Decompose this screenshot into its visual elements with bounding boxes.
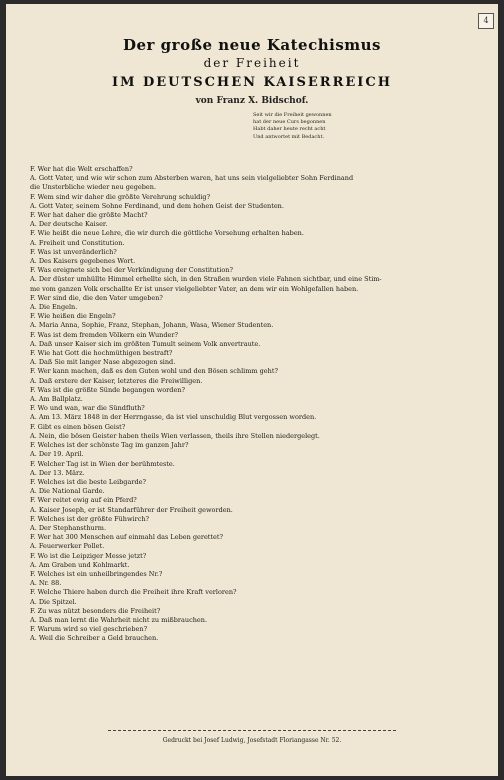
- catechism-line: F. Wem sind wir daher die größte Verehrung schuldig?: [30, 192, 211, 201]
- author-line: von Franz X. Bidschof.: [195, 96, 309, 106]
- catechism-line: A. Gott Vater, und wie wir schon zum Absterben waren, hat uns sein vielgeliebter Sohn Ferdinand: [30, 174, 354, 183]
- epigraph-line: Seit wir die Freiheit gewonnen: [253, 112, 332, 118]
- catechism-line: F. Welches ist die beste Leibgarde?: [30, 477, 146, 486]
- catechism-line: A. Weil die Schreiber a Geld brauchen.: [30, 634, 159, 643]
- catechism-line: A. Nr. 88.: [30, 579, 62, 588]
- catechism-line: F. Welches ist ein unheilbringendes Nr.?: [30, 569, 163, 578]
- catechism-line: F. Was ist die größte Sünde begangen worden?: [30, 385, 185, 394]
- catechism-line: F. Wo ist die Leipziger Messe jetzt?: [30, 551, 147, 560]
- catechism-line: F. Wer sind die, die den Vater umgeben?: [30, 293, 163, 302]
- epigraph: [253, 112, 332, 141]
- catechism-line: A. Der Stephansthurm.: [30, 523, 107, 532]
- catechism-line: A. Daß man lernt die Wahrheit nicht zu mißbrauchen.: [30, 615, 208, 624]
- footer-divider: [108, 730, 396, 731]
- catechism-line: A. Kaiser Joseph, er ist Standarführer der Freiheit geworden.: [30, 505, 233, 514]
- catechism-line: A. Daß erstere der Kaiser, letzteres die Freiwilligen.: [30, 376, 203, 385]
- catechism-line: A. Nein, die bösen Geister haben theils Wien verlassen, theils ihre Stellen niedergelegt.: [30, 431, 320, 440]
- catechism-line: F. Wer kann machen, daß es den Guten wohl und den Bösen schlimm geht?: [30, 367, 278, 376]
- catechism-line: F. Wo und wan, war die Sündfluth?: [30, 404, 145, 413]
- catechism-line: A. Am 13. März 1848 in der Herrngasse, da ist viel unschuldig Blut vergossen worden.: [30, 413, 317, 422]
- catechism-line: A. Gott Vater, seinem Sohne Ferdinand, und dem hohen Geist der Studenten.: [30, 201, 284, 210]
- catechism-line: A. Am Ballplatz.: [30, 395, 83, 404]
- catechism-line: F. Warum wird so viel geschrieben?: [30, 625, 148, 634]
- catechism-line: A. Maria Anna, Sophie, Franz, Stephan, Johann, Wasa, Wiener Studenten.: [30, 321, 274, 330]
- epigraph-line: hat der neue Curs begonnen: [253, 119, 326, 126]
- catechism-line: A. Freiheit und Constitution.: [30, 238, 125, 247]
- archive-stamp: 4: [478, 13, 494, 29]
- catechism-line: A. Der deutsche Kaiser.: [30, 220, 108, 229]
- catechism-line: die Unsterbliche wieder neu gegeben.: [30, 183, 157, 192]
- catechism-line: A. Der 13. März.: [30, 468, 85, 477]
- catechism-line: F. Was ereignete sich bei der Verkündigung der Constitution?: [30, 266, 233, 275]
- catechism-text: [30, 165, 492, 644]
- catechism-line: F. Zu was nützt besonders die Freiheit?: [30, 606, 161, 615]
- catechism-line: F. Wer hat die Welt erschaffen?: [30, 165, 133, 173]
- epigraph-line: Habt daher heute recht acht: [253, 126, 326, 133]
- catechism-line: F. Wie heißt die neue Lehre, die wir durch die göttliche Vorsehung erhalten haben.: [30, 229, 304, 238]
- catechism-line: me vom ganzen Volk erschallte Er ist unser vielgeliebter Vater, an dem wir ein Wohlgefallen haben.: [30, 284, 359, 293]
- catechism-line: A. Die Spitzel.: [30, 597, 77, 606]
- catechism-line: F. Wie hat Gott die hochmüthigen bestraft?: [30, 349, 173, 358]
- title-line-1: Der große neue Katechismus: [123, 36, 381, 54]
- catechism-line: A. Des Kaisers gegebenes Wort.: [30, 257, 136, 266]
- catechism-line: A. Der 19. April.: [30, 450, 84, 459]
- epigraph-line: Und antwortet mit Bedacht.: [253, 133, 325, 140]
- catechism-line: F. Was ist unveränderlich?: [30, 247, 117, 256]
- catechism-line: F. Wer reitet ewig auf ein Pferd?: [30, 496, 137, 505]
- catechism-line: A. Die Engeln.: [30, 303, 78, 312]
- title-line-3: IM DEUTSCHEN KAISERREICH: [112, 75, 392, 90]
- catechism-line: F. Welche Thiere haben durch die Freiheit ihre Kraft verloren?: [30, 588, 237, 597]
- catechism-line: F. Welches ist der schönste Tag im ganzen Jahr?: [30, 441, 189, 450]
- catechism-line: A. Am Graben und Kohlmarkt.: [30, 560, 130, 569]
- catechism-line: F. Was ist dem fremden Völkern ein Wunder?: [30, 330, 178, 339]
- catechism-line: A. Der düster umhüllte Himmel erhellte sich, in den Straßen wurden viele Fahnen sichtbar, und eine Stim-: [30, 275, 382, 284]
- catechism-line: F. Wer hat 300 Menschen auf einmahl das Leben gerettet?: [30, 533, 223, 542]
- catechism-line: F. Welcher Tag ist in Wien der berühmteste.: [30, 459, 175, 468]
- catechism-line: F. Wie heißen die Engeln?: [30, 312, 116, 321]
- catechism-line: A. Daß Sie mit langer Nase abgezogen sind.: [30, 358, 176, 367]
- catechism-line: F. Welches ist der größte Fühwirch?: [30, 514, 150, 523]
- catechism-line: F. Gibt es einen bösen Geist?: [30, 422, 126, 431]
- printer-imprint: Gedruckt bei Josef Ludwig, Josefstadt Floriangasse Nr. 52.: [162, 737, 342, 744]
- catechism-line: A. Daß unser Kaiser sich im größten Tumult seinem Volk anvertraute.: [30, 339, 261, 348]
- catechism-line: A. Die National Garde.: [30, 487, 105, 496]
- catechism-line: F. Wer hat daher die größte Macht?: [30, 211, 148, 220]
- catechism-line: A. Feuerwerker Pollet.: [30, 542, 105, 551]
- title-line-2: der Freiheit: [203, 56, 301, 70]
